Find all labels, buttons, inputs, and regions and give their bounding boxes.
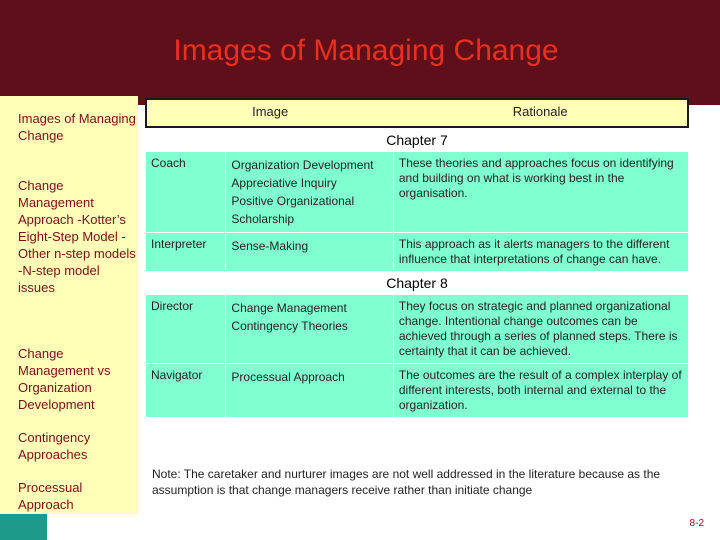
approaches-cell (226, 152, 393, 233)
table-row (146, 233, 688, 272)
rationale-cell: The outcomes are the result of a complex interplay of different interests, both internal and external to the organization. (393, 364, 688, 418)
page-title: Images of Managing Change (173, 34, 559, 67)
sidebar-item-processual[interactable]: Processual Approach (18, 480, 83, 512)
approach-item: Processual Approach (231, 370, 345, 384)
approaches-cell (226, 295, 393, 364)
approach-item: Sense-Making (231, 239, 309, 253)
header-rationale: Rationale (393, 99, 688, 127)
page-number: 8-2 (689, 518, 704, 529)
table-row (146, 295, 688, 364)
rationale-cell: These theories and approaches focus on identifying and building on what is working best in the organisation. (393, 152, 688, 233)
table-row (146, 364, 688, 418)
image-cell: Director (146, 295, 226, 364)
images-table (145, 98, 689, 417)
corner-block (0, 514, 47, 540)
approach-item: Appreciative Inquiry (231, 176, 337, 190)
approach-item: Change Management (231, 301, 347, 315)
table-row (146, 152, 688, 233)
image-cell: Coach (146, 152, 226, 233)
image-cell: Navigator (146, 364, 226, 418)
sidebar-item-contingency[interactable]: Contingency Approaches (18, 430, 91, 462)
header-image: Image (146, 99, 393, 127)
approach-item: Positive Organizational Scholarship (231, 194, 355, 226)
approach-item: Organization Development (231, 158, 374, 172)
approach-item: Contingency Theories (231, 319, 348, 333)
image-cell: Interpreter (146, 233, 226, 272)
chapter-title: Chapter 7 (146, 127, 688, 152)
sidebar-item-change-management-approach[interactable]: Change Management Approach -Kotter’s Eight-Step Model -Other n-step models -N-step model issues (18, 178, 136, 295)
chapter-title: Chapter 8 (146, 271, 688, 295)
rationale-cell: This approach as it alerts managers to the different influence that interpretations of change can have. (393, 233, 688, 272)
chapter-row (146, 271, 688, 295)
rationale-cell: They focus on strategic and planned organizational change. Intentional change outcomes can be achieved through a series of planned steps. There is certainty that it can be achieved. (393, 295, 688, 364)
sidebar-item-images[interactable]: Images of Managing Change (18, 111, 136, 143)
sidebar (0, 96, 138, 514)
footnote: Note: The caretaker and nurturer images are not well addressed in the literature because as the assumption is that change managers receive rather than initiate change (152, 467, 661, 497)
approaches-cell (226, 364, 393, 418)
chapter-row (146, 127, 688, 152)
approaches-cell (226, 233, 393, 272)
table-header-row (146, 99, 688, 127)
sidebar-item-cm-vs-od[interactable]: Change Management vs Organization Development (18, 346, 111, 412)
